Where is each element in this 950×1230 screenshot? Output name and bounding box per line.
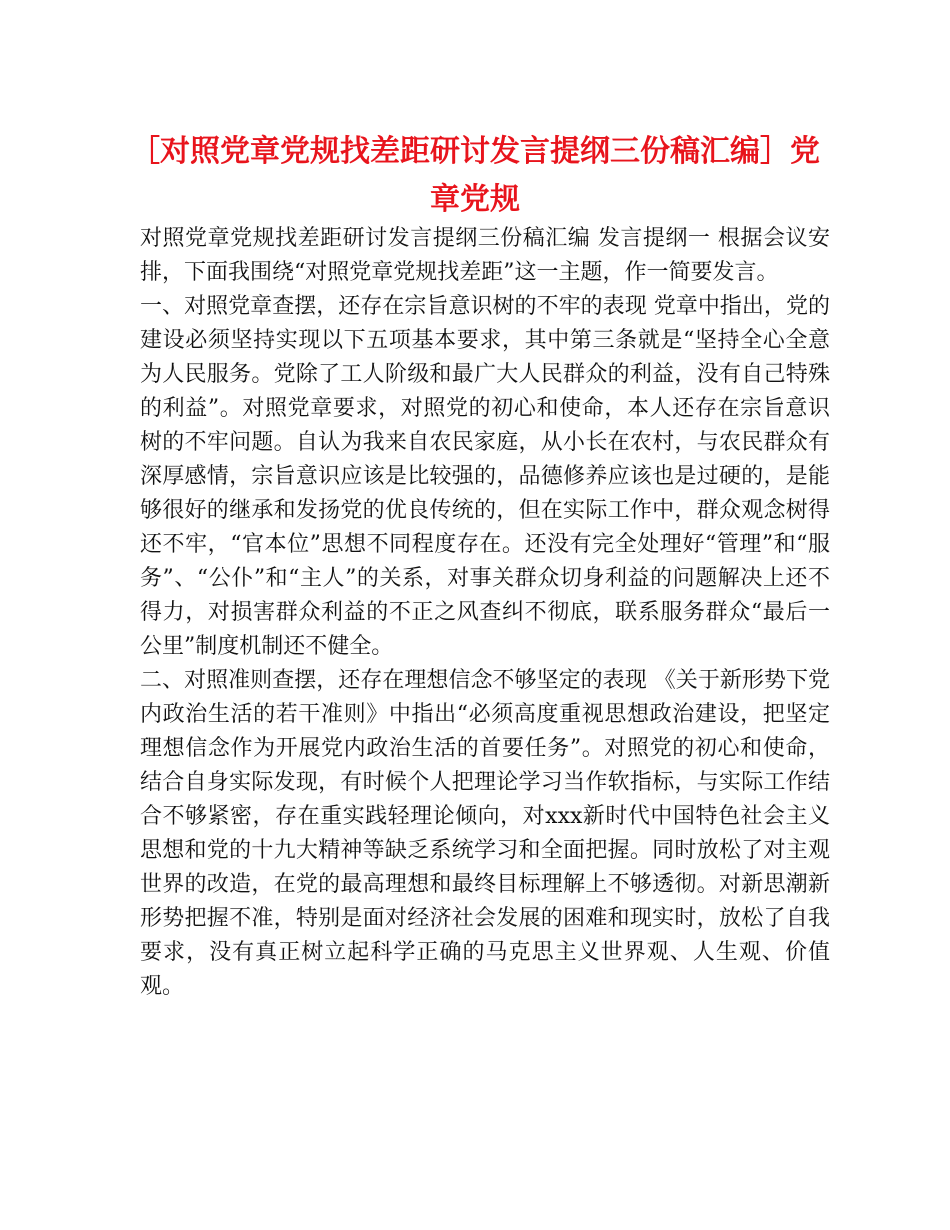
document-title: ［对照党章党规找差距研讨发言提纲三份稿汇编］党章党规 xyxy=(130,134,820,217)
paragraph-section-one: 一、对照党章查摆，还存在宗旨意识树的不牢的表现 党章中指出，党的建设必须坚持实现以下五项基本要求，其中第三条就是“坚持全心全意为人民服务。党除了工人阶级和最广大人民群众的利益，没有自己特殊的利益”。对照党章要求，对照党的初心和使命，本人还存在宗旨意识树的不牢问题。自认为我来自农民家庭，从小长在农村，与农民群众有深厚感情，宗旨意识应该是比较强的，品德修养应该也是过硬的，是能够很好的继承和发扬党的优良传统的，但在实际工作中，群众观念树得还不牢，“官本位”思想不同程度存在。还没有完全处理好“管理”和“服务”、“公仆”和“主人”的关系，对事关群众切身利益的问题解决上还不得力，对损害群众利益的不正之风查纠不彻底，联系服务群众“最后一公里”制度机制还不健全。 xyxy=(140,294,830,659)
paragraph-intro: 对照党章党规找差距研讨发言提纲三份稿汇编 发言提纲一 根据会议安排，下面我围绕“对照党章党规找差距”这一主题，作一简要发言。 xyxy=(140,226,830,285)
paragraph-section-two: 二、对照准则查摆，还存在理想信念不够坚定的表现 《关于新形势下党内政治生活的若干准则》中指出“必须高度重视思想政治建设，把坚定理想信念作为开展党内政治生活的首要任务”。对照党的初心和使命，结合自身实际发现，有时候个人把理论学习当作软指标，与实际工作结合不够紧密，存在重实践轻理论倾向，对xxx新时代中国特色社会主义思想和党的十九大精神等缺乏系统学习和全面把握。同时放松了对主观世界的改造，在党的最高理想和最终目标理解上不够透彻。对新思潮新形势把握不准，特别是面对经济社会发展的困难和现实时，放松了自我要求，没有真正树立起科学正确的马克思主义世界观、人生观、价值观。 xyxy=(140,668,830,999)
document-body xyxy=(140,222,830,1004)
